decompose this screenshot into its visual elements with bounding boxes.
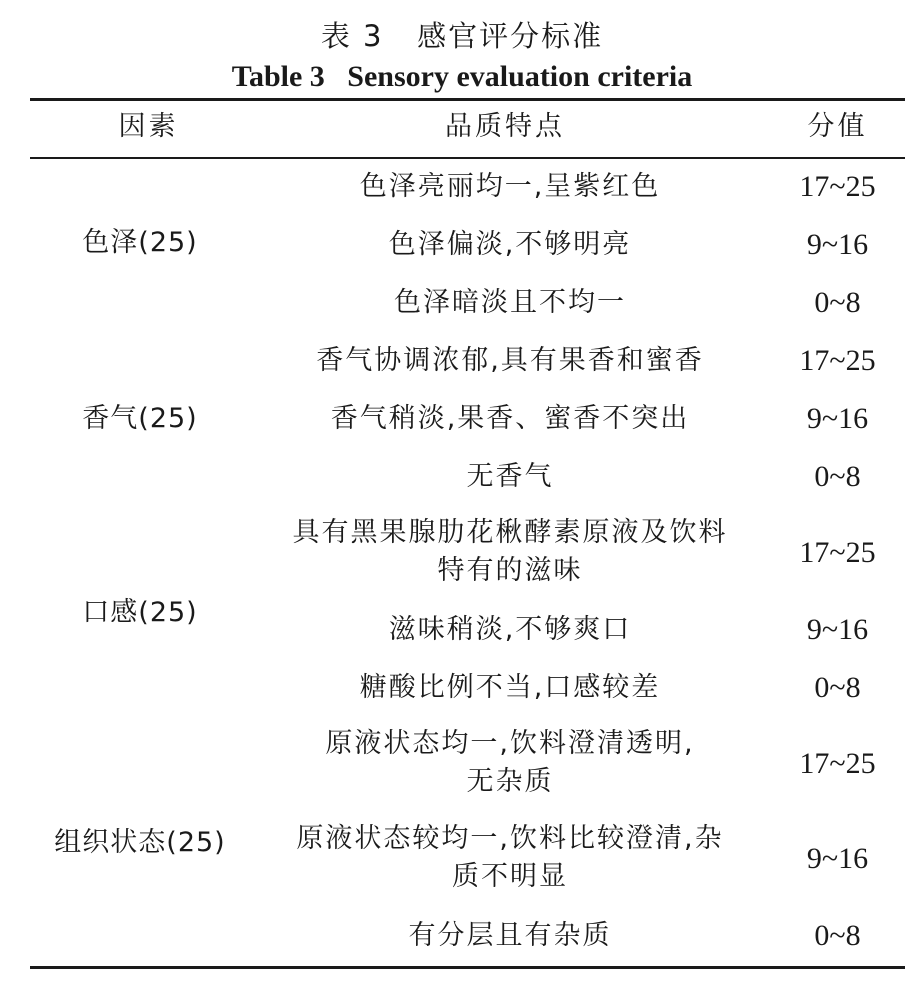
quality-line: 色泽亮丽均一,呈紫红色 bbox=[359, 171, 661, 202]
header-factor: 因素 bbox=[118, 111, 179, 142]
score-cell: 0~8 bbox=[814, 460, 861, 493]
quality-line: 糖酸比例不当,口感较差 bbox=[359, 672, 661, 703]
header-quality: 品质特点 bbox=[445, 111, 565, 142]
table-caption-english: Table 3 Sensory evaluation criteria bbox=[231, 60, 693, 93]
quality-cell bbox=[250, 725, 770, 801]
score-cell: 9~16 bbox=[806, 842, 869, 875]
score-cell: 0~8 bbox=[814, 286, 861, 319]
quality-line: 具有黑果腺肋花楸酵素原液及饮料 bbox=[292, 517, 728, 548]
quality-line: 无杂质 bbox=[466, 766, 554, 797]
quality-cell bbox=[250, 168, 770, 206]
quality-cell bbox=[250, 514, 770, 590]
score-cell: 17~25 bbox=[799, 344, 876, 377]
quality-line: 色泽偏淡,不够明亮 bbox=[388, 229, 632, 260]
table-caption-chinese: 表 3 感官评分标准 bbox=[320, 19, 604, 53]
quality-line: 无香气 bbox=[466, 461, 554, 492]
quality-cell bbox=[250, 917, 770, 955]
score-cell: 0~8 bbox=[814, 919, 861, 952]
quality-cell bbox=[250, 669, 770, 707]
factor-cell: 组织状态(25) bbox=[54, 827, 226, 858]
quality-line: 色泽暗淡且不均一 bbox=[394, 287, 626, 318]
score-cell: 17~25 bbox=[799, 170, 876, 203]
table-header-rule bbox=[30, 157, 905, 159]
quality-line: 香气稍淡,果香、蜜香不突出 bbox=[330, 403, 690, 434]
table-top-rule bbox=[30, 98, 905, 101]
quality-cell bbox=[250, 611, 770, 649]
score-cell: 17~25 bbox=[799, 536, 876, 569]
factor-cell: 色泽(25) bbox=[82, 227, 198, 258]
quality-cell bbox=[250, 820, 770, 896]
score-cell: 17~25 bbox=[799, 747, 876, 780]
score-cell: 9~16 bbox=[806, 228, 869, 261]
quality-line: 特有的滋味 bbox=[437, 555, 583, 586]
header-score: 分值 bbox=[807, 111, 868, 142]
quality-line: 有分层且有杂质 bbox=[408, 920, 612, 951]
factor-cell: 香气(25) bbox=[82, 403, 198, 434]
score-cell: 9~16 bbox=[806, 402, 869, 435]
score-cell: 0~8 bbox=[814, 671, 861, 704]
quality-cell bbox=[250, 284, 770, 322]
table-bottom-rule bbox=[30, 966, 905, 969]
factor-cell: 口感(25) bbox=[82, 597, 198, 628]
quality-cell bbox=[250, 458, 770, 496]
quality-cell bbox=[250, 400, 770, 438]
quality-cell bbox=[250, 226, 770, 264]
score-cell: 9~16 bbox=[806, 613, 869, 646]
quality-line: 原液状态较均一,饮料比较澄清,杂 bbox=[296, 823, 724, 854]
quality-cell bbox=[250, 342, 770, 380]
quality-line: 质不明显 bbox=[452, 861, 568, 892]
quality-line: 原液状态均一,饮料澄清透明, bbox=[325, 728, 695, 759]
quality-line: 滋味稍淡,不够爽口 bbox=[388, 614, 632, 645]
quality-line: 香气协调浓郁,具有果香和蜜香 bbox=[316, 345, 704, 376]
